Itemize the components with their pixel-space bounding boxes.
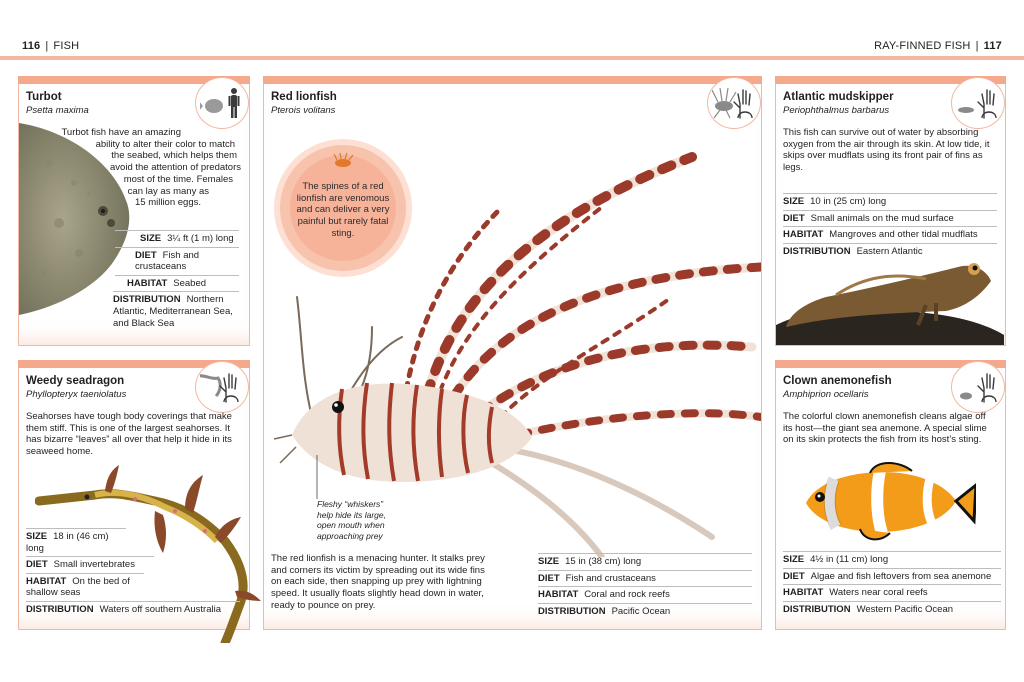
fact-key: DIET — [538, 572, 560, 584]
fact-size — [115, 230, 239, 247]
fact-key: HABITAT — [127, 277, 168, 289]
fact-value: 3¼ ft (1 m) long — [167, 233, 234, 244]
clownfish-vs-hand-scale-icon — [956, 370, 1000, 404]
desc-line: most of the time. Females — [123, 173, 233, 185]
left-page-number: 116 — [22, 40, 41, 52]
fact-key: DIET — [26, 559, 48, 571]
scale-badge — [195, 77, 249, 129]
fact-diet — [115, 247, 239, 275]
fact-value: 18 in (46 cm) long — [26, 531, 109, 554]
fact-distribution — [113, 291, 239, 331]
fact-key: DISTRIBUTION — [113, 294, 181, 306]
left-running-head — [22, 40, 79, 52]
species-description: The colorful clown anemonefish cleans algae off its host—the giant sea anemone. A special slime on its skin protects the fish from its host’s sting. — [783, 411, 987, 446]
fact-value: Algae and fish leftovers from sea anemone — [810, 570, 992, 582]
fact-key: SIZE — [783, 554, 805, 565]
fact-key: SIZE — [783, 196, 805, 207]
mudskipper-photo — [776, 245, 1004, 345]
fact-size — [538, 553, 752, 570]
fact-value: Western Pacific Ocean — [856, 603, 954, 615]
card-mudskipper — [775, 76, 1006, 346]
latin-name: Psetta maxima — [26, 105, 89, 116]
fact-diet — [783, 210, 997, 227]
species-description: This fish can survive out of water by absorbing oxygen from the air through its skin. At low tide, it skips over mudflats using its front pair of fins as legs. — [783, 127, 990, 174]
fact-habitat — [115, 275, 239, 292]
scale-badge — [195, 361, 249, 413]
callout-text: The spines of a red lionfish are venomous and can deliver a very painful but rarely fatal sting. — [296, 181, 390, 239]
species-name: Red lionfish — [271, 91, 337, 103]
annotation-leader-line — [312, 455, 322, 499]
fact-distribution — [538, 603, 752, 620]
lionfish-vs-hand-scale-icon — [712, 86, 756, 120]
species-name: Clown anemonefish — [783, 375, 892, 387]
facts-table — [783, 551, 1001, 617]
desc-line: avoid the attention of predators — [110, 162, 241, 174]
whiskers-annotation: Fleshy “whiskers” help hide its large, open mouth when approaching prey — [317, 499, 386, 541]
fact-distribution — [783, 601, 1001, 618]
fact-key: HABITAT — [783, 587, 824, 599]
desc-line: can lay as many as — [127, 185, 209, 197]
fact-value: 15 in (38 cm) long — [565, 556, 642, 567]
fact-value: 4½ in (11 cm) long — [810, 554, 889, 565]
fact-value: Fish and crustaceans — [135, 249, 200, 273]
fact-habitat — [26, 573, 144, 601]
right-separator: | — [975, 40, 979, 52]
venom-callout — [280, 145, 406, 271]
fact-value: Coral and rock reefs — [584, 589, 670, 601]
fact-value: Eastern Atlantic — [856, 245, 923, 257]
fact-key: DISTRIBUTION — [783, 245, 851, 257]
fact-key: SIZE — [538, 556, 560, 567]
latin-name: Pterois volitans — [271, 105, 336, 116]
fact-size — [783, 551, 1001, 568]
fact-value: 10 in (25 cm) long — [810, 196, 887, 207]
fact-value: Seabed — [173, 277, 207, 289]
species-description: Seahorses have tough body coverings that make them stiff. This is one of the largest seahorses. It has bizarre “leaves” all over that help it hide in its seaweed home. — [26, 411, 232, 458]
fact-value: Waters near coral reefs — [829, 587, 928, 599]
mudskipper-vs-hand-scale-icon — [956, 86, 1000, 120]
fact-size — [783, 193, 997, 210]
fact-value: Northern Atlantic, Mediterranean Sea, and Black Sea — [113, 294, 233, 329]
fact-habitat — [538, 586, 752, 603]
right-running-head — [874, 40, 1002, 52]
fact-diet — [783, 568, 1001, 585]
card-lionfish — [263, 76, 762, 630]
latin-name: Phyllopteryx taeniolatus — [26, 389, 127, 400]
species-name: Weedy seadragon — [26, 375, 125, 387]
card-clownfish — [775, 360, 1006, 630]
page-header — [0, 36, 1024, 58]
fact-distribution — [26, 601, 240, 618]
left-section-title: FISH — [53, 40, 80, 52]
latin-name: Periophthalmus barbarus — [783, 105, 890, 116]
fact-key: HABITAT — [538, 589, 579, 601]
scale-badge — [951, 77, 1005, 129]
fact-size — [26, 528, 126, 556]
fact-key: DIET — [135, 249, 157, 261]
desc-line: the seabed, which helps them — [111, 150, 237, 162]
fact-habitat — [783, 584, 1001, 601]
latin-name: Amphiprion ocellaris — [783, 389, 869, 400]
fact-value: Waters off southern Australia — [99, 603, 222, 615]
scale-badge — [951, 361, 1005, 413]
facts-table — [538, 553, 752, 619]
small-lionfish-icon — [332, 153, 354, 169]
species-name: Turbot — [26, 91, 62, 103]
card-seadragon — [18, 360, 250, 630]
fact-key: DISTRIBUTION — [538, 605, 606, 617]
turbot-vs-human-scale-icon — [200, 86, 244, 120]
species-name: Atlantic mudskipper — [783, 91, 894, 103]
left-separator: | — [45, 40, 49, 52]
header-rule — [0, 56, 1024, 60]
facts-table — [115, 230, 239, 331]
fact-key: SIZE — [140, 233, 162, 244]
fact-value: Pacific Ocean — [611, 605, 671, 617]
card-accent-bar — [263, 76, 762, 84]
fact-key: SIZE — [26, 531, 48, 542]
fact-value: Fish and crustaceans — [565, 572, 656, 584]
desc-line: Turbot fish have an amazing — [61, 127, 181, 138]
fact-key: DISTRIBUTION — [783, 603, 851, 615]
fact-value: Small invertebrates — [53, 559, 135, 571]
fact-diet — [538, 570, 752, 587]
species-description — [19, 127, 241, 209]
fact-habitat — [783, 226, 997, 243]
fact-value: Small animals on the mud surface — [810, 212, 954, 224]
desc-line: 15 million eggs. — [134, 197, 201, 209]
desc-line: ability to alter their color to match — [95, 138, 235, 150]
fact-value: Mangroves and other tidal mudflats — [829, 229, 978, 241]
clownfish-photo — [800, 459, 976, 543]
right-page-number: 117 — [983, 40, 1002, 52]
card-turbot — [18, 76, 250, 346]
seadragon-vs-hand-scale-icon — [200, 370, 244, 404]
facts-table — [26, 528, 222, 618]
fact-key: HABITAT — [26, 575, 67, 587]
fact-diet — [26, 556, 154, 573]
right-section-title: RAY-FINNED FISH — [874, 40, 971, 52]
fact-key: DIET — [783, 570, 805, 582]
fact-key: HABITAT — [783, 229, 824, 241]
fact-key: DIET — [783, 212, 805, 224]
fact-value: On the bed of shallow seas — [26, 575, 130, 599]
fact-key: DISTRIBUTION — [26, 603, 94, 615]
species-description: The red lionfish is a menacing hunter. It stalks prey and corners its victim by spreading out its wide fins on each side, then snapping up prey with lightning speed. It usually floats slightly head down in water, ready to pounce on prey. — [271, 553, 485, 611]
